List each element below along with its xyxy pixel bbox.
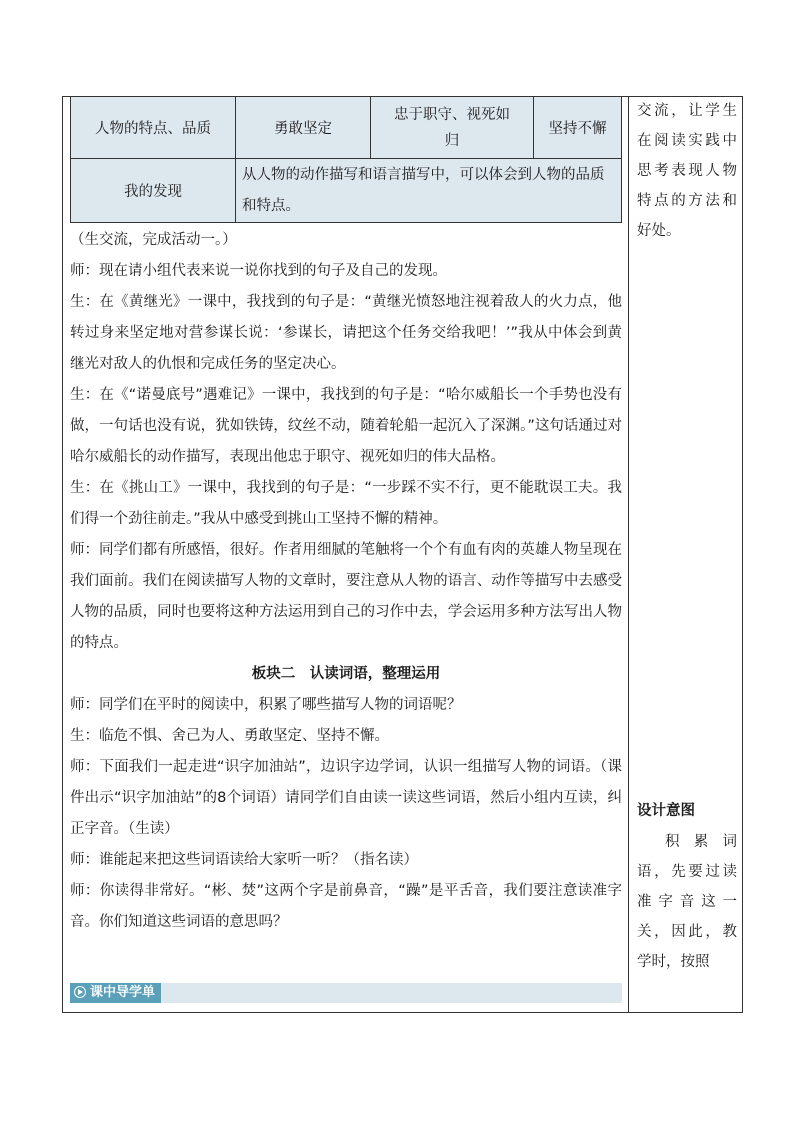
column-divider bbox=[628, 96, 629, 1013]
table-cell: 从人物的动作描写和语言描写中，可以体会到人物的品质和特点。 bbox=[236, 159, 622, 223]
design-intent-text: 积累词语，先要过读准字音这一关，因此，教学时，按照 bbox=[637, 834, 737, 970]
paragraph: 师：现在请小组代表来说一说你找到的句子及自己的发现。 bbox=[70, 263, 447, 279]
table-row bbox=[71, 97, 622, 159]
guide-badge bbox=[70, 983, 161, 1003]
guide-badge-label: 课中导学单 bbox=[90, 985, 156, 1000]
paragraph: 师：下面我们一起走进“识字加油站”，边识字边学词，认识一组描写人物的词语。（课件出示“识字加油站”的8个词语）请同学们自由读一读这些词语，然后小组内互读，纠正字音。（生读） bbox=[70, 759, 622, 837]
paragraph: 师：谁能起来把这些词语读给大家听一听？（指名读） bbox=[70, 852, 418, 868]
paragraph: 生：在《挑山工》一课中，我找到的句子是：“一步踩不实不行，更不能耽误工夫。我们得一个劲往前走。”我从中感受到挑山工坚持不懈的精神。 bbox=[70, 480, 622, 527]
table-cell: 勇敢坚定 bbox=[236, 97, 371, 159]
design-intent-title: 设计意图 bbox=[637, 803, 695, 819]
table-cell: 坚持不懈 bbox=[534, 97, 622, 159]
table-cell: 人物的特点、品质 bbox=[71, 97, 236, 159]
paragraph: 生：在《“诺曼底号”遇难记》一课中，我找到的句子是：“哈尔威船长一个手势也没有做，一句话也没有说，犹如铁铸，纹丝不动，随着轮船一起沉入了深渊。”这句话通过对哈尔威船长的动作描写，表现出他忠于职守、视死如归的伟大品格。 bbox=[70, 387, 622, 465]
paragraph: 师：同学们在平时的阅读中，积累了哪些描写人物的词语呢？ bbox=[70, 697, 462, 713]
table-row bbox=[71, 159, 622, 223]
table-cell: 忠于职守、视死如归 bbox=[371, 97, 534, 159]
paragraph: （生交流，完成活动一。） bbox=[70, 232, 237, 248]
paragraph: 生：在《黄继光》一课中，我找到的句子是：“黄继光愤怒地注视着敌人的火力点，他转过身来坚定地对营参谋长说：‘参谋长，请把这个任务交给我吧！’”我从中体会到黄继光对敌人的仇恨和完成任务的坚定决心。 bbox=[70, 294, 622, 372]
side-note: 交流，让学生在阅读实践中思考表现人物特点的方法和好处。 bbox=[637, 103, 737, 239]
side-column bbox=[637, 96, 737, 977]
paragraph: 师：你读得非常好。“彬、焚”这两个字是前鼻音，“躁”是平舌音，我们要注意读准字音。你们知道这些词语的意思吗？ bbox=[70, 883, 622, 930]
paragraph: 生：临危不惧、舍己为人、勇敢坚定、坚持不懈。 bbox=[70, 728, 389, 744]
paragraph: 师：同学们都有所感悟，很好。作者用细腻的笔触将一个个有血有肉的英雄人物呈现在我们面前。我们在阅读描写人物的文章时，要注意从人物的语言、动作等描写中去感受人物的品质，同时也要将这种方法运用到自己的习作中去，学会运用多种方法写出人物的特点。 bbox=[70, 542, 622, 651]
main-column bbox=[70, 96, 622, 938]
play-circle-icon bbox=[74, 986, 86, 998]
activity-table bbox=[70, 96, 622, 223]
table-cell: 我的发现 bbox=[71, 159, 236, 223]
section-heading: 板块二 认读词语，整理运用 bbox=[251, 666, 441, 682]
guide-section-bar bbox=[70, 983, 622, 1003]
